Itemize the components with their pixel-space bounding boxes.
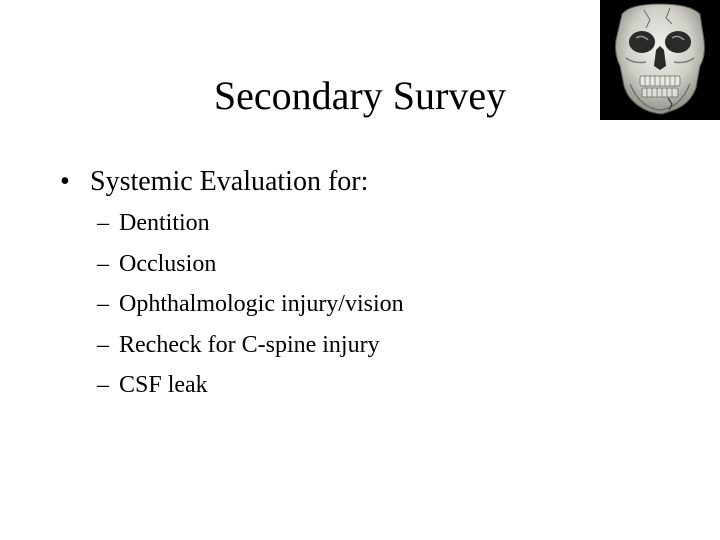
list-item	[97, 365, 404, 406]
sub-bullet-list	[97, 203, 404, 406]
list-item-text: CSF leak	[119, 372, 208, 398]
bullet-marker: •	[60, 166, 70, 197]
slide-title: Secondary Survey	[213, 73, 507, 118]
list-item-text: Ophthalmologic injury/vision	[119, 291, 404, 317]
list-item-text: Recheck for C-spine injury	[119, 331, 380, 358]
list-item	[97, 325, 404, 366]
dash-marker: –	[97, 372, 109, 398]
dash-marker: –	[97, 331, 109, 358]
list-item	[97, 203, 404, 244]
dash-marker: –	[97, 291, 109, 317]
dash-marker: –	[97, 250, 109, 277]
dash-marker: –	[97, 210, 109, 236]
main-bullet	[60, 162, 368, 202]
list-item	[97, 244, 404, 285]
list-item-text: Occlusion	[119, 250, 217, 277]
main-bullet-text: Systemic Evaluation for:	[90, 166, 369, 197]
list-item-text: Dentition	[119, 210, 210, 236]
list-item	[97, 284, 404, 325]
